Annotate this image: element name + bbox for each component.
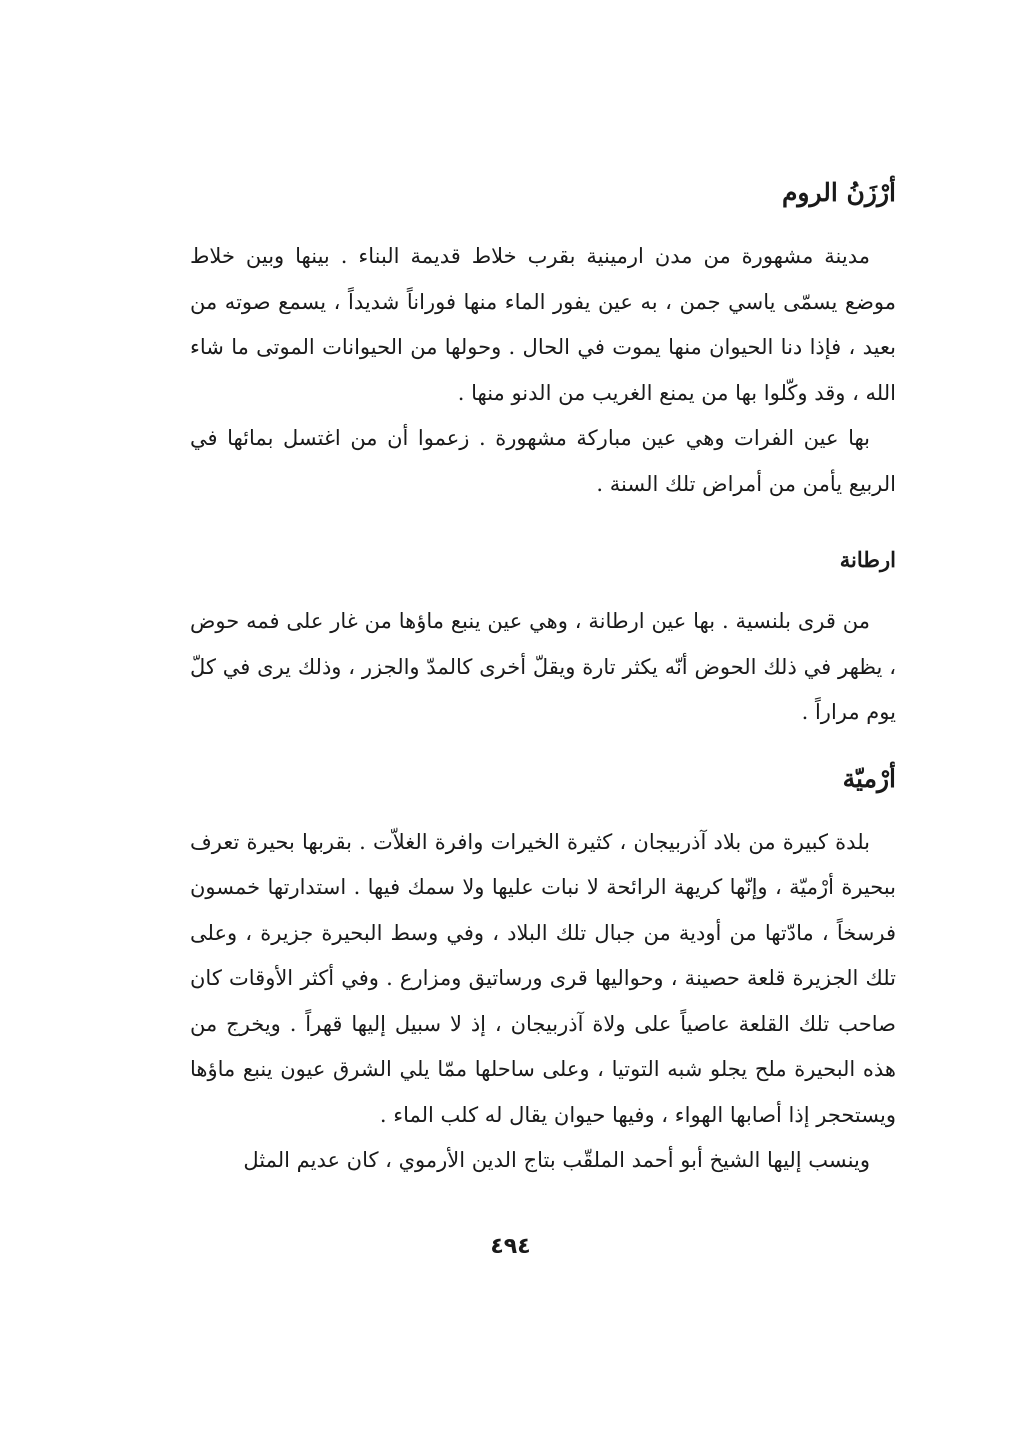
entry-paragraph: وينسب إليها الشيخ أبو أحمد الملقّب بتاج الدين الأرموي ، كان عديم المثل bbox=[243, 1148, 870, 1172]
entry-paragraph: من قرى بلنسية . بها عين ارطانة ، وهي عين ينبع ماؤها من غار على فمه حوض ، يظهر في ذلك الحوض أنّه يكثر تارة ويقلّ أخرى كالمدّ والجزر ، وذلك يرى في كلّ يوم مراراً . bbox=[190, 609, 896, 724]
entry-paragraph: بلدة كبيرة من بلاد آذربيجان ، كثيرة الخيرات وافرة الغلاّت . بقربها بحيرة تعرف ببحيرة أرْميّة ، وإنّها كريهة الرائحة لا نبات عليها ولا سمك فيها . استدارتها خمسون فرسخاً ، مادّتها من أودية من جبال تلك البلاد ، وفي وسط البحيرة جزيرة ، وعلى تلك الجزيرة قلعة حصينة ، وحواليها قرى ورساتيق ومزارع . وفي أكثر الأوقات كان صاحب تلك القلعة عاصياً على ولاة آذربيجان ، إذ لا سبيل إليها قهراً . ويخرج من هذه البحيرة ملح يجلو شبه التوتيا ، وعلى ساحلها ممّا يلي الشرق عيون ينبع ماؤها ويستحجر إذا أصابها الهواء ، وفيها حيوان يقال له كلب الماء . bbox=[190, 829, 896, 1127]
entry-body bbox=[190, 234, 896, 507]
text-column bbox=[190, 168, 896, 1184]
entry-arzan-al-rum bbox=[190, 176, 896, 507]
entry-paragraph: مدينة مشهورة من مدن ارمينية بقرب خلاط قديمة البناء . بينها وبين خلاط موضع يسمّى ياسي جمن ، به عين يفور الماء منها فوراناً شديداً ، يسمع صوته من بعيد ، فإذا دنا الحيوان منها يموت في الحال . وحولها من الحيوانات الموتى ما شاء الله ، وقد وكّلوا بها من يمنع الغريب من الدنو منها . bbox=[190, 244, 896, 405]
entry-body bbox=[190, 599, 896, 736]
entry-paragraph: بها عين الفرات وهي عين مباركة مشهورة . زعموا أن من اغتسل بمائها في الربيع يأمن من أمراض تلك السنة . bbox=[190, 426, 896, 496]
entry-body bbox=[190, 820, 896, 1184]
entry-title: أرْميّة bbox=[842, 763, 896, 793]
page-number: ٤٩٤ bbox=[490, 1234, 531, 1259]
entry-artana bbox=[190, 543, 896, 736]
entry-title: أرْزَنُ الروم bbox=[781, 178, 896, 207]
entry-title: ارطانة bbox=[839, 547, 896, 572]
entry-urmiya bbox=[190, 762, 896, 1184]
